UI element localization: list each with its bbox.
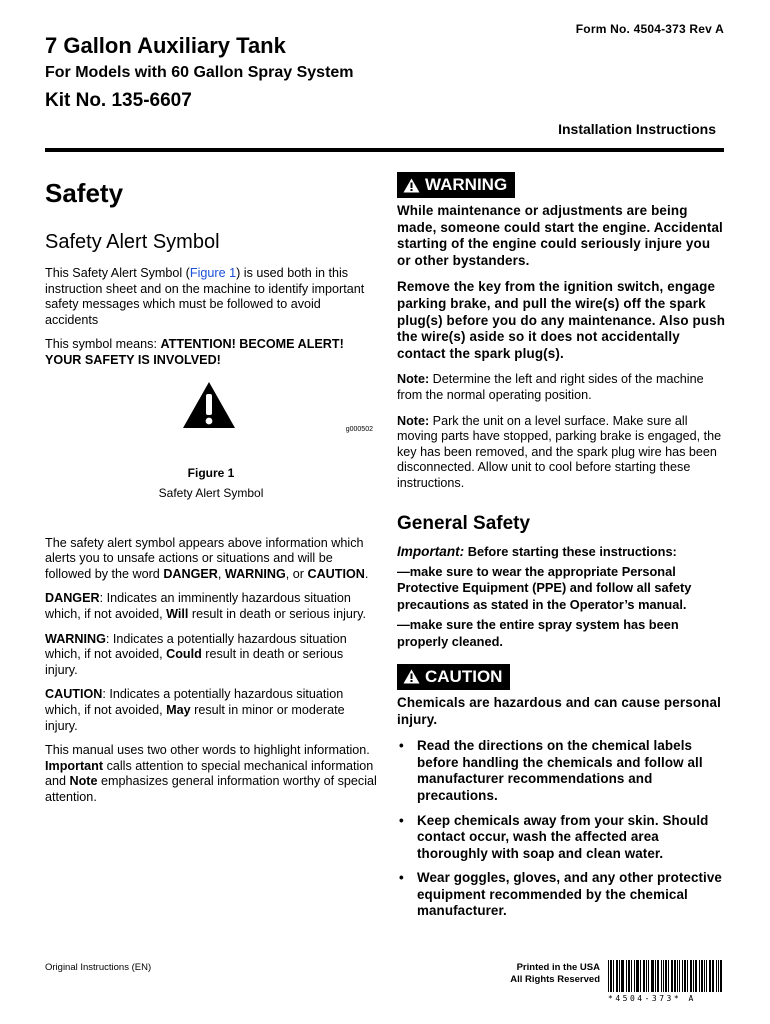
right-column (397, 172, 727, 928)
barcode-bar (628, 960, 629, 992)
important-line: Important: Before starting these instructions: (397, 543, 677, 559)
barcode-bar (608, 960, 609, 992)
barcode-bar (616, 960, 617, 992)
barcode-bar (665, 960, 666, 992)
barcode-bar (631, 960, 632, 992)
barcode-bar (646, 960, 647, 992)
barcode-bar (699, 960, 700, 992)
barcode-bar (611, 960, 612, 992)
barcode-bar (702, 960, 703, 992)
list-item: • Keep chemicals away from your skin. Should contact occur, wash the affected area thoroughly with soap and clean water. (399, 812, 709, 861)
chemical-safety-list (397, 738, 727, 920)
barcode-bar (613, 960, 614, 992)
caution-definition: CAUTION: Indicates a potentially hazardous situation which, if not avoided, May result in minor or moderate injury. (45, 687, 345, 733)
general-safety-heading: General Safety (397, 512, 531, 534)
important-item-2: —make sure the entire spray system has been properly cleaned. (397, 617, 679, 649)
barcode-bar (653, 960, 654, 992)
symbol-meaning-paragraph: This symbol means: ATTENTION! BECOME ALERT! YOUR SAFETY IS INVOLVED! (45, 337, 344, 367)
barcode-bar (668, 960, 669, 992)
barcode-bar (671, 960, 672, 992)
barcode-bar (675, 960, 676, 992)
warning-definition: WARNING: Indicates a potentially hazardous situation which, if not avoided, Could result in death or serious injury. (45, 631, 347, 677)
left-column (45, 178, 377, 814)
barcode-bar (672, 960, 673, 992)
signal-word-paragraph: The safety alert symbol appears above information which alerts you to unsafe actions or situations and will be followed by the word DANGER, WARNING, or CAUTION. (45, 535, 369, 581)
note-2: Note: Park the unit on a level surface. Make sure all moving parts have stopped, parking brake is engaged, the key has been removed, and the spark plug wire has been disconnected. Allow unit to cool before starting these instructions. (397, 413, 722, 490)
barcode-bar (621, 960, 622, 992)
important-item-1: —make sure to wear the appropriate Personal Protective Equipment (PPE) and follow all safety precautions as stated in the Operator’s manual. (397, 563, 692, 612)
original-instructions-label: Original Instructions (EN) (45, 962, 152, 973)
figure-1 (45, 378, 377, 466)
barcode-bar (677, 960, 678, 992)
warning-alert-icon (403, 178, 420, 193)
barcode-bar (629, 960, 630, 992)
document-title: 7 Gallon Auxiliary Tank (45, 33, 286, 58)
barcode-text: *4504-373* A (608, 994, 696, 1003)
kit-number: Kit No. 135-6607 (45, 90, 192, 111)
header-rule (45, 148, 724, 152)
safety-heading: Safety (45, 178, 124, 208)
barcode-bar (640, 960, 641, 992)
barcode-bar (704, 960, 705, 992)
barcode-bar (712, 960, 713, 992)
barcode (608, 960, 724, 992)
note-1: Note: Determine the left and right sides of the machine from the normal operating position. (397, 372, 704, 402)
caution-alert-icon (403, 669, 420, 684)
danger-definition: DANGER: Indicates an imminently hazardous situation which, if not avoided, Will result in death or serious injury. (45, 591, 366, 621)
figure-code: g000502 (345, 425, 373, 433)
safety-alert-symbol-heading: Safety Alert Symbol (45, 231, 220, 253)
printed-in-usa: Printed in the USA All Rights Reserved (510, 962, 600, 985)
warning-paragraph-1: While maintenance or adjustments are being made, someone could start the engine. Accidental starting of the engine could seriously injure you or other bystanders. (397, 203, 723, 268)
barcode-bar (706, 960, 707, 992)
barcode-bar (710, 960, 711, 992)
barcode-bar (691, 960, 692, 992)
installation-instructions-label: Installation Instructions (558, 121, 716, 137)
barcode-bar (637, 960, 638, 992)
warning-banner: WARNING (397, 172, 515, 198)
barcode-bar (695, 960, 696, 992)
barcode-bar (636, 960, 637, 992)
list-item: • Read the directions on the chemical labels before handling the chemicals and follow all manufacturer recommendations and precautions. (399, 738, 703, 803)
barcode-bar (634, 960, 635, 992)
barcode-bar (617, 960, 618, 992)
barcode-bar (701, 960, 702, 992)
barcode-bar (687, 960, 688, 992)
warning-paragraph-2: Remove the key from the ignition switch, engage parking brake, and pull the wire(s) off the spark plug(s) before you do any maintenance. Also push the wire(s) aside so it does not accidentally contact the spark plug(s). (397, 279, 726, 361)
barcode-bar (709, 960, 710, 992)
barcode-bar (721, 960, 722, 992)
barcode-bar (716, 960, 717, 992)
barcode-bar (666, 960, 667, 992)
list-item: • Wear goggles, gloves, and any other protective equipment recommended by the chemical manufacturer. (399, 870, 722, 919)
document-subtitle: For Models with 60 Gallon Spray System (45, 64, 354, 81)
barcode-bar (685, 960, 686, 992)
barcode-bar (718, 960, 719, 992)
safety-alert-icon (181, 380, 237, 430)
barcode-bar (651, 960, 652, 992)
barcode-bar (720, 960, 721, 992)
barcode-bar (713, 960, 714, 992)
barcode-bar (658, 960, 659, 992)
barcode-bar (623, 960, 624, 992)
barcode-bar (684, 960, 685, 992)
barcode-bar (661, 960, 662, 992)
barcode-bar (652, 960, 653, 992)
caution-banner: CAUTION (397, 664, 510, 690)
barcode-bar (679, 960, 680, 992)
barcode-bar (690, 960, 691, 992)
barcode-bar (622, 960, 623, 992)
barcode-bar (648, 960, 649, 992)
barcode-bar (644, 960, 645, 992)
barcode-bar (674, 960, 675, 992)
figure-1-link[interactable]: Figure 1 (189, 266, 237, 280)
barcode-bar (693, 960, 694, 992)
barcode-bar (657, 960, 658, 992)
barcode-bar (696, 960, 697, 992)
barcode-bar (610, 960, 611, 992)
barcode-bar (638, 960, 639, 992)
barcode-bar (619, 960, 620, 992)
alert-symbol-paragraph: This Safety Alert Symbol (Figure 1) is used both in this instruction sheet and on the machine to identify important safety messages which must be followed to avoid accidents (45, 266, 365, 327)
form-number: Form No. 4504-373 Rev A (575, 22, 724, 36)
caution-paragraph: Chemicals are hazardous and can cause personal injury. (397, 694, 721, 727)
barcode-bar (626, 960, 627, 992)
barcode-bar (682, 960, 683, 992)
figure-caption: Safety Alert Symbol (158, 485, 264, 500)
barcode-bar (655, 960, 656, 992)
barcode-bar (643, 960, 644, 992)
figure-label: Figure 1 (187, 465, 235, 480)
barcode-bar (663, 960, 664, 992)
manual-words-paragraph: This manual uses two other words to highlight information. Important calls attention to special mechanical information and Note emphasizes general information worthy of special attention. (45, 743, 377, 804)
